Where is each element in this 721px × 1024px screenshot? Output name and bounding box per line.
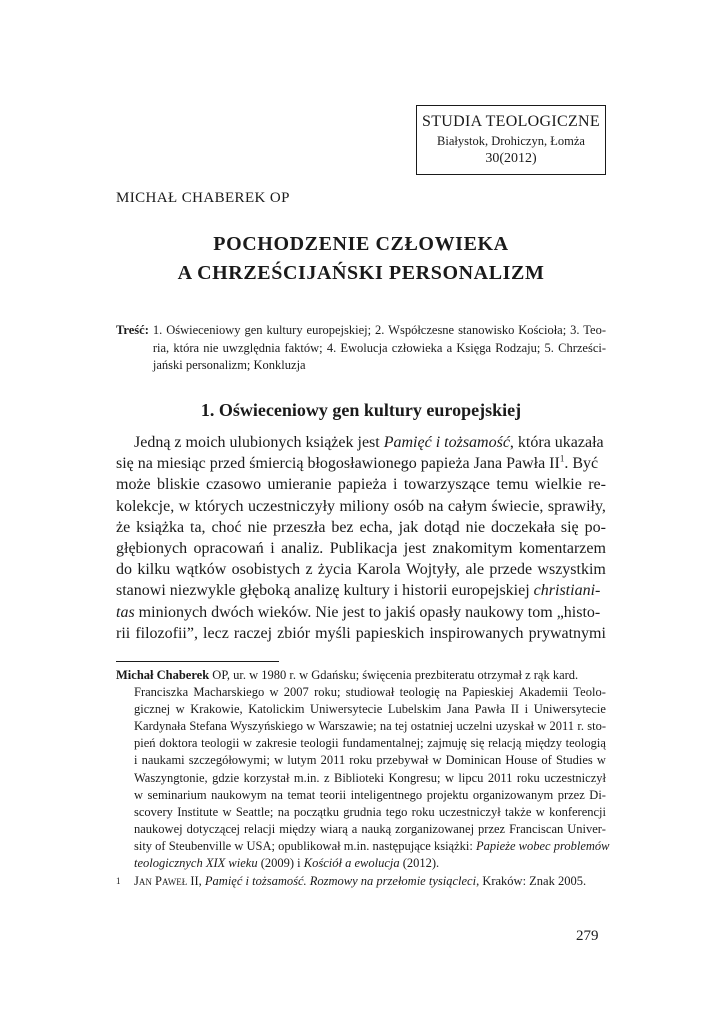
- footnote-line: gicznej w Krakowie, Katolickim Uniwersytecie Lubelskim Jana Pawła II i Uniwersytecie: [134, 702, 606, 717]
- body-line: rii filozofii”, lecz raczej zbiór myśli papieskich inspirowanych prywatnymi: [116, 624, 606, 642]
- journal-header-box: [416, 105, 606, 175]
- footnote-book-title: Pamięć i tożsamość. Rozmowy na przełomie tysiącleci: [204, 874, 477, 888]
- toc-line: 1. Oświeceniowy gen kultury europejskiej; 2. Współczesne stanowisko Kościoła; 3. Teo-: [152, 323, 606, 337]
- journal-places: Białystok, Drohiczyn, Łomża: [437, 134, 585, 148]
- table-of-contents: [116, 322, 606, 375]
- body-line: się na miesiąc przed śmiercią błogosławionego papieża Jana Pawła $II^1$. Być: [116, 453, 599, 473]
- footnote-line: naukowej dotyczącej relacji między wiarą a nauką zorganizowanej przez Franciscan Univer-: [134, 821, 606, 836]
- article-title-line-2: A CHRZEŚCIJAŃSKI PERSONALIZM: [177, 262, 545, 284]
- footnote-line: sity of Steubenville w USA; opublikował m.in. następujące książki: Papieże wobec problemów: [134, 838, 610, 853]
- footnote-line: Franciszka Macharskiego w 2007 roku; studiował teologię na Papieskiej Akademii Teolo-: [134, 685, 606, 700]
- footnote-line: i naukami szczegółowymi; w lutym 2011 roku przebywał w Dominican House of Studies w: [134, 753, 606, 768]
- page-number: 279: [576, 928, 599, 944]
- body-line: kolekcje, w których uczestniczyły miliony osób na całym świecie, sprawiły,: [116, 497, 606, 515]
- footnote-author: Jan Paweł: [134, 874, 188, 888]
- body-paragraph: [116, 432, 606, 644]
- journal-name: STUDIA TEOLOGICZNE: [422, 113, 600, 130]
- toc-line: ria, która nie uwzględnia faktów; 4. Ewolucja człowieka a Księga Rodzaju; 5. Chrześci-: [152, 340, 606, 355]
- footnote-ref[interactable]: 1: [559, 453, 565, 464]
- toc-label: Treść:: [116, 323, 149, 337]
- footnote-line: scovery Institute w Seattle; na początku grudnia tego roku uczestniczył także w konferencji: [134, 804, 606, 819]
- author-bio-footnote: [116, 667, 610, 872]
- footnote-number: 1: [116, 876, 121, 886]
- footnote-line: Waszyngtonie, gdzie korzystał m.in. z Biblioteki Kongresu; w lipcu 2011 roku uczestniczył: [134, 770, 606, 785]
- toc-line: jański personalizm; Konkluzja: [152, 358, 306, 372]
- footnote-divider: [116, 661, 279, 662]
- footnote-line: Kardynała Stefana Wyszyńskiego w Warszawie; na tej ostatniej uczelni uzyskał w 2011 r. sto-: [134, 719, 606, 734]
- footnote-line: teologicznych XIX wieku (2009) i Kościół a ewolucja (2012).: [134, 856, 440, 871]
- body-line: do kilku wątków osobistych z życia Karola Wojtyły, ale przede wszystkim: [116, 561, 606, 579]
- body-line: tas minionych dwóch wieków. Nie jest to jakiś opasły naukowy tom „histo-: [116, 603, 601, 621]
- body-line: Jedną z moich ulubionych książek jest Pamięć i tożsamość, która ukazała: [134, 434, 604, 451]
- body-line: głębionych opracowań i analiz. Publikacja jest znakomitym komentarzem: [116, 540, 606, 558]
- article-title-line-1: POCHODZENIE CZŁOWIEKA: [213, 233, 509, 255]
- body-line: stanowi niezwykle głęboką analizę kultury i historii europejskiej christiani-: [116, 582, 601, 600]
- journal-volume: 30(2012): [485, 151, 537, 166]
- footnote-line: pień doktora teologii w zakresie teologii fundamentalnej; zajmuję się relacją między teologią: [134, 736, 606, 751]
- bio-author-name: Michał Chaberek: [116, 668, 210, 682]
- footnote-line: w seminarium naukowym na temat teorii inteligentnego projektu organizowanym przez Di-: [134, 787, 606, 802]
- body-line: że książka ta, choć nie przeszła bez echa, jak dotąd nie doczekała się po-: [116, 518, 606, 536]
- author-name: MICHAŁ CHABEREK OP: [116, 190, 290, 206]
- section-heading: 1. Oświeceniowy gen kultury europejskiej: [200, 400, 522, 420]
- footnote-1: 1 Jan Paweł II, Pamięć i tożsamość. Rozmowy na przełomie tysiącleci, Kraków: Znak 2005.: [116, 874, 587, 888]
- footnote-line: Michał Chaberek OP, ur. w 1980 r. w Gdańsku; święcenia prezbiteratu otrzymał z rąk kard.: [116, 668, 579, 682]
- body-line: może bliskie czasowo umieranie papieża i towarzyszące temu wielkie re-: [116, 476, 606, 494]
